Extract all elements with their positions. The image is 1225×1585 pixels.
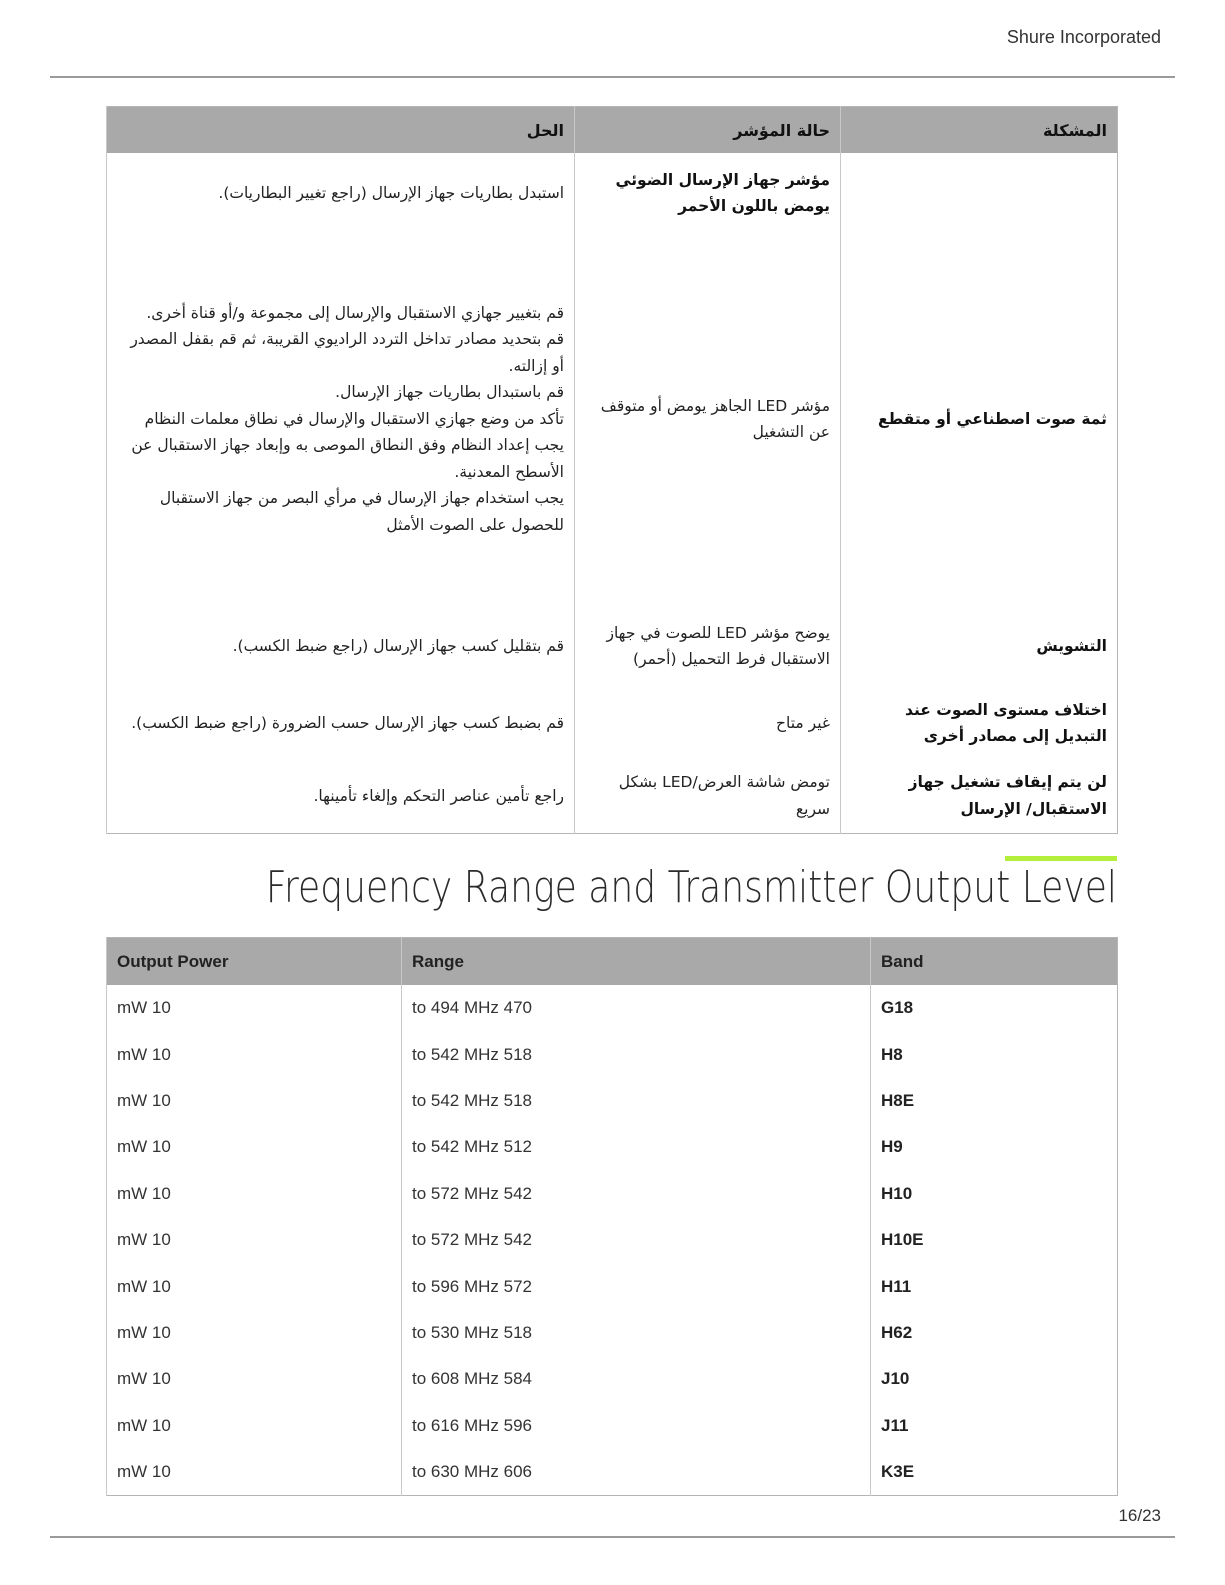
output-power-cell: mW 10 xyxy=(107,1124,402,1170)
solution-line: استبدل بطاريات جهاز الإرسال (راجع تغيير البطاريات). xyxy=(218,183,564,202)
problem-cell: ثمة صوت اصطناعي أو متقطع xyxy=(841,233,1118,605)
column-header-output-power: Output Power xyxy=(107,938,402,986)
solution-cell xyxy=(107,687,575,759)
company-name: Shure Incorporated xyxy=(1006,27,1161,47)
range-cell: to 572 MHz 542 xyxy=(402,1217,871,1263)
table-row xyxy=(107,1171,1118,1217)
band-cell: H10 xyxy=(871,1171,1118,1217)
column-header-indicator: حالة المؤشر xyxy=(575,107,841,154)
band-cell: H10E xyxy=(871,1217,1118,1263)
solution-line: تأكد من وضع جهازي الاستقبال والإرسال في نطاق معلمات النظام xyxy=(144,409,564,428)
output-power-cell: mW 10 xyxy=(107,1217,402,1263)
table-row xyxy=(107,1031,1118,1077)
table-row xyxy=(107,1403,1118,1449)
table-row xyxy=(107,1449,1118,1496)
range-cell: to 530 MHz 518 xyxy=(402,1310,871,1356)
table-row xyxy=(107,233,1118,605)
solution-line: راجع تأمين عناصر التحكم وإلغاء تأمينها. xyxy=(313,786,564,805)
output-power-cell: mW 10 xyxy=(107,985,402,1031)
range-cell: to 542 MHz 512 xyxy=(402,1124,871,1170)
band-cell: J11 xyxy=(871,1403,1118,1449)
band-cell: H62 xyxy=(871,1310,1118,1356)
range-cell: to 572 MHz 542 xyxy=(402,1171,871,1217)
solution-cell xyxy=(107,153,575,233)
solution-line: قم بتقليل كسب جهاز الإرسال (راجع ضبط الكسب). xyxy=(232,636,564,655)
troubleshooting-table xyxy=(106,106,1118,834)
frequency-table xyxy=(106,937,1118,1496)
problem-cell: التشويش xyxy=(841,605,1118,687)
range-cell: to 616 MHz 596 xyxy=(402,1403,871,1449)
range-cell: to 542 MHz 518 xyxy=(402,1031,871,1077)
indicator-cell: تومض شاشة العرض/LED بشكل سريع xyxy=(575,759,841,833)
solution-line: يجب إعداد النظام وفق النطاق الموصى به وإبعاد جهاز الاستقبال عن الأسطح المعدنية. xyxy=(131,436,564,481)
table-row xyxy=(107,1124,1118,1170)
output-power-cell: mW 10 xyxy=(107,1356,402,1402)
solution-line: قم بتغيير جهازي الاستقبال والإرسال إلى مجموعة و/أو قناة أخرى. xyxy=(146,303,564,322)
problem-cell xyxy=(841,153,1118,233)
output-power-cell: mW 10 xyxy=(107,1031,402,1077)
output-power-cell: mW 10 xyxy=(107,1171,402,1217)
table-row xyxy=(107,687,1118,759)
column-header-band: Band xyxy=(871,938,1118,986)
output-power-cell: mW 10 xyxy=(107,1078,402,1124)
band-cell: H11 xyxy=(871,1263,1118,1309)
indicator-cell: مؤشر جهاز الإرسال الضوئي يومض باللون الأحمر xyxy=(575,153,841,233)
band-cell: K3E xyxy=(871,1449,1118,1496)
column-header-range: Range xyxy=(402,938,871,986)
output-power-cell: mW 10 xyxy=(107,1310,402,1356)
solution-line: قم بضبط كسب جهاز الإرسال حسب الضرورة (راجع ضبط الكسب). xyxy=(131,713,564,732)
solution-line: قم باستبدال بطاريات جهاز الإرسال. xyxy=(335,383,564,402)
table-row xyxy=(107,1078,1118,1124)
header-divider xyxy=(50,76,1175,78)
range-cell: to 494 MHz 470 xyxy=(402,985,871,1031)
table-row xyxy=(107,1263,1118,1309)
indicator-cell: مؤشر LED الجاهز يومض أو متوقف عن التشغيل xyxy=(575,233,841,605)
table-row xyxy=(107,1356,1118,1402)
range-cell: to 630 MHz 606 xyxy=(402,1449,871,1496)
band-cell: J10 xyxy=(871,1356,1118,1402)
output-power-cell: mW 10 xyxy=(107,1449,402,1496)
solution-cell xyxy=(107,759,575,833)
band-cell: H8E xyxy=(871,1078,1118,1124)
column-header-solution: الحل xyxy=(107,107,575,154)
frequency-header-row xyxy=(107,938,1118,986)
table-row xyxy=(107,153,1118,233)
problem-cell: اختلاف مستوى الصوت عند التبديل إلى مصادر أخرى xyxy=(841,687,1118,759)
band-cell: G18 xyxy=(871,985,1118,1031)
solution-cell xyxy=(107,605,575,687)
table-row xyxy=(107,759,1118,833)
band-cell: H9 xyxy=(871,1124,1118,1170)
range-cell: to 542 MHz 518 xyxy=(402,1078,871,1124)
heading-accent-bar xyxy=(1005,856,1117,861)
range-cell: to 608 MHz 584 xyxy=(402,1356,871,1402)
section-title: Frequency Range and Transmitter Output Level xyxy=(265,862,1117,913)
table-row xyxy=(107,985,1118,1031)
band-cell: H8 xyxy=(871,1031,1118,1077)
troubleshooting-header-row xyxy=(107,107,1118,154)
footer-divider xyxy=(50,1536,1175,1538)
indicator-cell: يوضح مؤشر LED للصوت في جهاز الاستقبال فرط التحميل (أحمر) xyxy=(575,605,841,687)
table-row xyxy=(107,1310,1118,1356)
problem-cell: لن يتم إيقاف تشغيل جهاز الاستقبال/ الإرسال xyxy=(841,759,1118,833)
solution-line: قم بتحديد مصادر تداخل التردد الراديوي القريبة، ثم قم بقفل المصدر أو إزالته. xyxy=(130,330,564,375)
solution-cell xyxy=(107,233,575,605)
indicator-cell: غير متاح xyxy=(575,687,841,759)
page-number: 16/23 xyxy=(1118,1506,1161,1525)
range-cell: to 596 MHz 572 xyxy=(402,1263,871,1309)
output-power-cell: mW 10 xyxy=(107,1263,402,1309)
table-row xyxy=(107,605,1118,687)
table-row xyxy=(107,1217,1118,1263)
column-header-problem: المشكلة xyxy=(841,107,1118,154)
solution-line: يجب استخدام جهاز الإرسال في مرأي البصر من جهاز الاستقبال للحصول على الصوت الأمثل xyxy=(159,489,564,534)
output-power-cell: mW 10 xyxy=(107,1403,402,1449)
